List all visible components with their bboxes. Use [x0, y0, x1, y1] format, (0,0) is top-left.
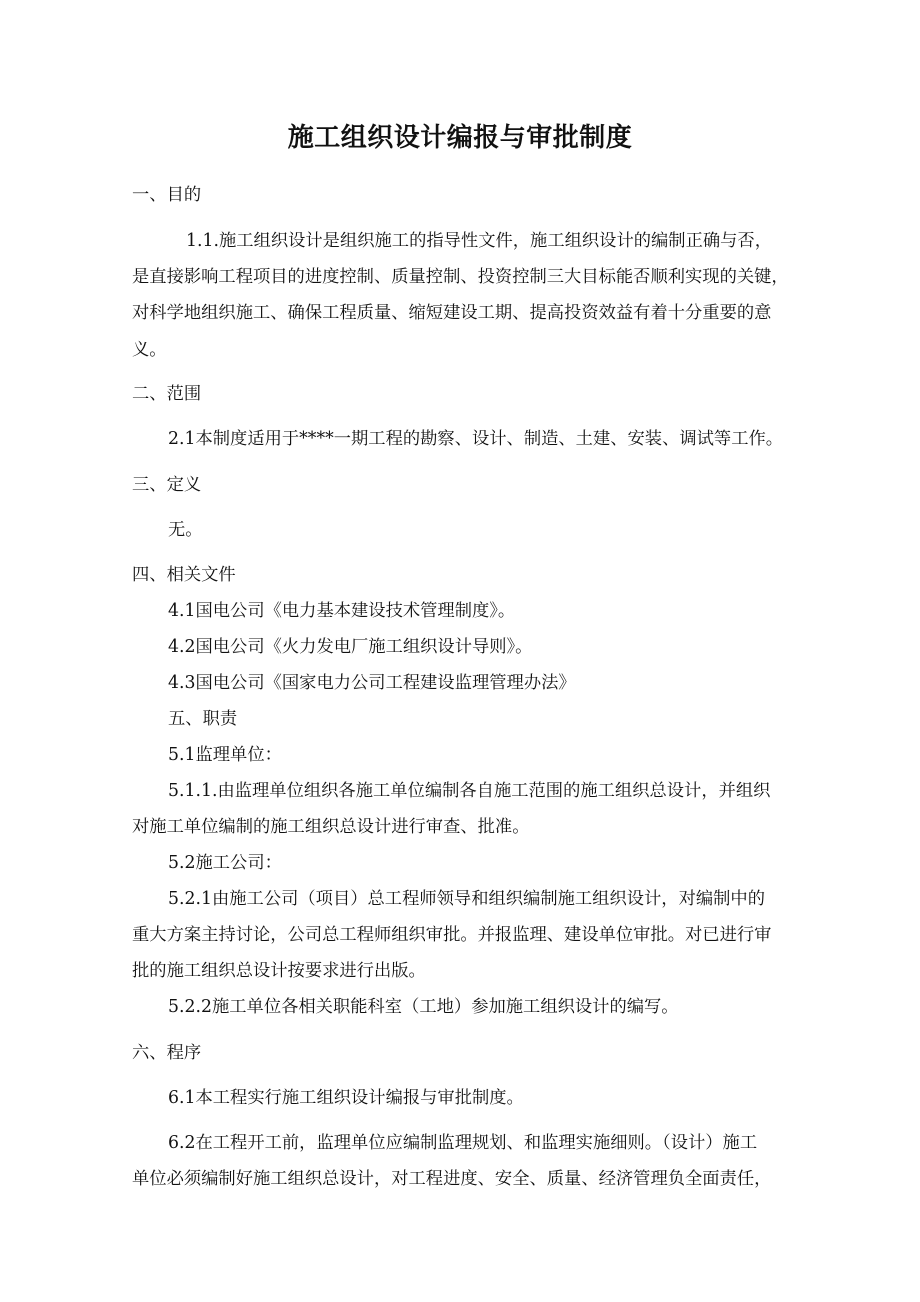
section-heading-related-docs: 四、相关文件 — [132, 565, 236, 585]
paragraph-line: 6.2在工程开工前，监理单位应编制监理规划、和监理实施细则。（设计）施工 — [168, 1133, 758, 1153]
paragraph-line: 5.2施工公司： — [168, 853, 282, 873]
section-heading-procedure: 六、程序 — [132, 1043, 202, 1063]
paragraph-line: 无。 — [168, 520, 203, 540]
paragraph-line: 6.1本工程实行施工组织设计编报与审批制度。 — [168, 1088, 524, 1108]
paragraph-line: 4.3国电公司《国家电力公司工程建设监理管理办法》 — [168, 673, 576, 693]
document-title: 施工组织设计编报与审批制度 — [287, 123, 633, 153]
paragraph-line: 2.1本制度适用于****一期工程的勘察、设计、制造、土建、安装、调试等工作。 — [168, 429, 784, 449]
paragraph-line: 5.1.1.由监理单位组织各施工单位编制各自施工范围的施工组织总设计，并组织 — [168, 781, 771, 801]
paragraph-line: 批的施工组织总设计按要求进行出版。 — [132, 961, 426, 981]
paragraph-line: 4.1国电公司《电力基本建设技术管理制度》。 — [168, 601, 516, 621]
paragraph-line: 5.1监理单位： — [168, 745, 282, 765]
section-heading-scope: 二、范围 — [132, 384, 202, 404]
paragraph-line: 1.1.施工组织设计是组织施工的指导性文件，施工组织设计的编制正确与否， — [186, 231, 772, 251]
paragraph-line: 4.2国电公司《火力发电厂施工组织设计导则》。 — [168, 637, 533, 657]
paragraph-line: 5.2.1由施工公司（项目）总工程师领导和组织编制施工组织设计，对编制中的 — [168, 889, 765, 909]
paragraph-line: 重大方案主持讨论，公司总工程师组织审批。并报监理、建设单位审批。对已进行审 — [132, 925, 772, 945]
section-heading-responsibilities: 五、职责 — [168, 709, 238, 729]
paragraph-line: 5.2.2施工单位各相关职能科室（工地）参加施工组织设计的编写。 — [168, 997, 679, 1017]
paragraph-line: 单位必须编制好施工组织总设计，对工程进度、安全、质量、经济管理负全面责任， — [132, 1169, 772, 1189]
paragraph-line: 是直接影响工程项目的进度控制、质量控制、投资控制三大目标能否顺利实现的关键， — [132, 267, 789, 287]
section-heading-definition: 三、定义 — [132, 475, 202, 495]
section-heading-purpose: 一、目的 — [132, 185, 202, 205]
paragraph-line: 义。 — [132, 340, 167, 360]
paragraph-line: 对科学地组织施工、确保工程质量、缩短建设工期、提高投资效益有着十分重要的意 — [132, 303, 772, 323]
paragraph-line: 对施工单位编制的施工组织总设计进行审查、批准。 — [132, 817, 530, 837]
